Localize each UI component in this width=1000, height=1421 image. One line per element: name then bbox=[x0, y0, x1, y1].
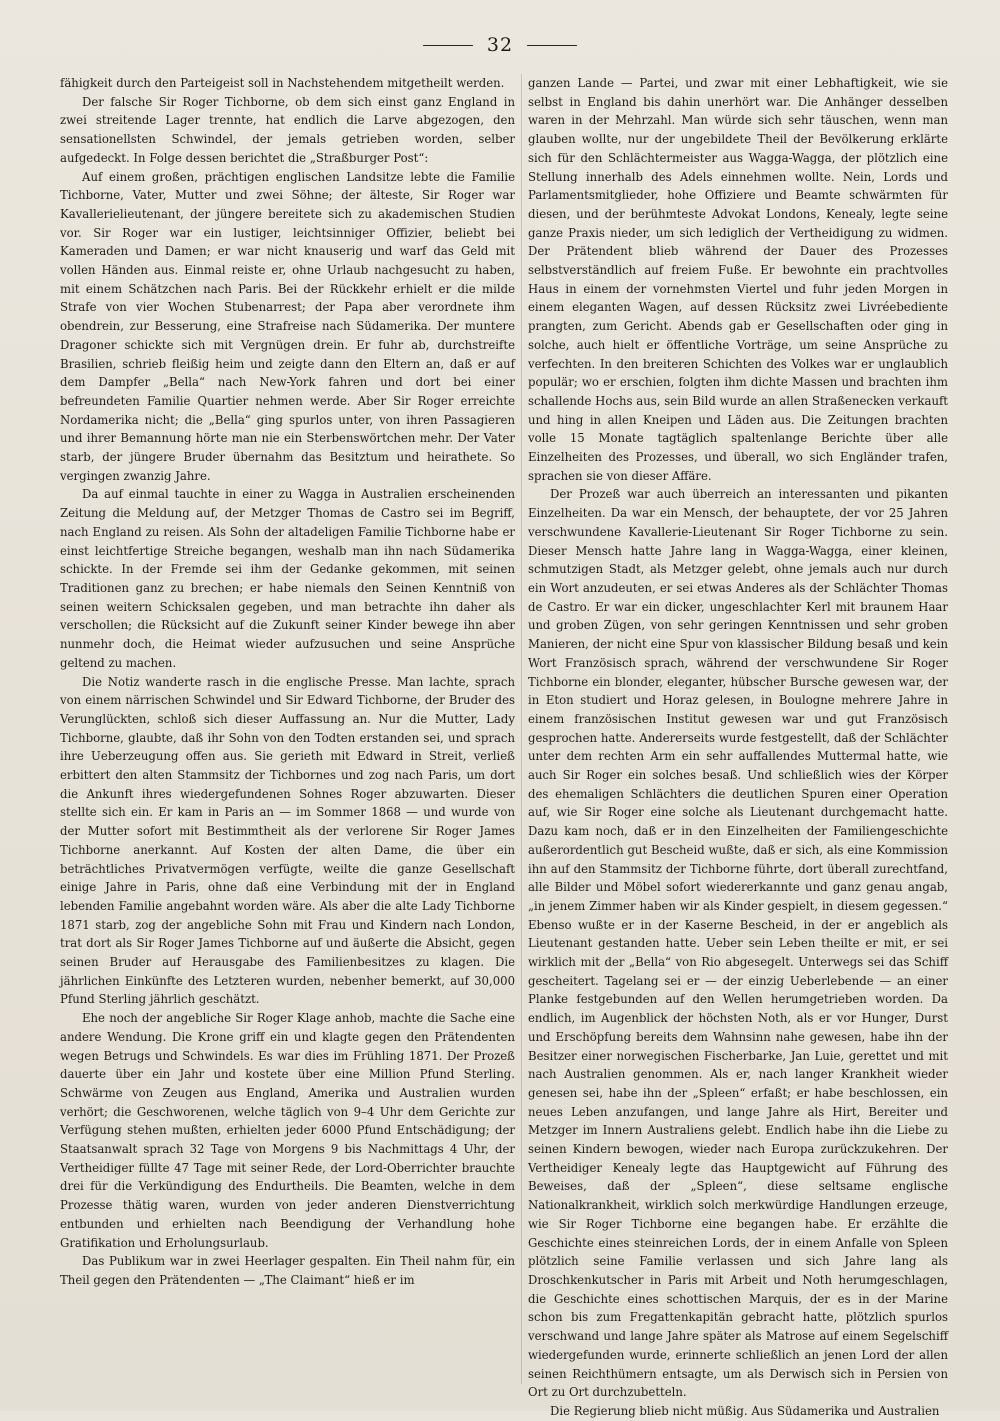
header-rule-right bbox=[527, 45, 577, 46]
paragraph: Die Notiz wanderte rasch in die englische Presse. Man lachte, sprach von einem närrischen Schwindel und Sir Edward Tichborne, der Bruder des Verunglückten, schloß sich dieser Auffassung an. Nur die Mutter, Lady Tichborne, glaubte, daß ihr Sohn von den Todten erstanden sei, und sprach ihre Ueberzeugung offen aus. Sie gerieth mit Edward in Streit, verließ erbittert den alten Stammsitz der Tichbornes und zog nach Paris, um dort die Ankunft ihres wiedergefundenen Sohnes Roger abzuwarten. Dieser stellte sich ein. Er kam in Paris an — im Sommer 1868 — und wurde von der Mutter sofort mit Bestimmtheit als der verlorene Sir Roger James Tichborne anerkannt. Auf Kosten der alten Dame, die über ein beträchtliches Privatvermögen verfügte, weilte die ganze Gesellschaft einige Jahre in Paris, ohne daß eine Verbindung mit der in England lebenden Familie angebahnt worden wäre. Als aber die alte Lady Tichborne 1871 starb, zog der angebliche Sohn mit Frau und Kindern nach London, trat dort als Sir Roger James Tichborne auf und äußerte die Absicht, gegen seinen Bruder auf Herausgabe des Familienbesitzes zu klagen. Die jährlichen Einkünfte des Letzteren wurden, nebenher bemerkt, auf 30,000 Pfund Sterling jährlich geschätzt. bbox=[60, 674, 515, 1007]
paragraph: ganzen Lande — Partei, und zwar mit einer Lebhaftigkeit, wie sie selbst in England bis dahin unerhört war. Die Anhänger desselben waren in der Mehrzahl. Man würde sich sehr täuschen, wenn man glauben wollte, nur der ungebildete Theil der Bevölkerung erklärte sich für den Schlächtermeister aus Wagga-Wagga, der plötzlich eine Stellung innerhalb des Adels einnehmen wollte. Nein, Lords und Parlamentsmitglieder, hohe Offiziere und Beamte schwärmten für diesen, und der berühmteste Advokat Londons, Kenealy, legte seine ganze Praxis nieder, um sich lediglich der Vertheidigung zu widmen. Der Prätendent blieb während der Dauer des Prozesses selbstverständlich auf freiem Fuße. Er bewohnte ein prachtvolles Haus in einem der vornehmsten Viertel und fuhr jeden Morgen in einem eleganten Wagen, auf dessen Rücksitz zwei Livréebediente prangten, zum Gericht. Abends gab er Gesellschaften oder ging in solche, auch hielt er öffentliche Vorträge, um seine Ansprüche zu verfechten. In den breiteren Schichten des Volkes war er unglaublich populär; wo er erschien, folgten ihm dichte Massen und brachten ihm schallende Hochs aus, sein Bild wurde an allen Straßenecken verkauft und hing in allen Kneipen und Läden aus. Die Zeitungen brachten volle 15 Monate tagtäglich spaltenlange Berichte über alle Einzelheiten des Prozesses, und überall, wo sich Engländer trafen, sprachen sie von dieser Affäre. bbox=[528, 76, 948, 483]
paragraph: Der falsche Sir Roger Tichborne, ob dem sich einst ganz England in zwei streitende Lager trennte, hat endlich die Larve abgezogen, den sensationellsten Schwindel, der jemals getrieben worden, selber aufgedeckt. In Folge dessen berichtet die „Straßburger Post“: bbox=[60, 94, 515, 165]
column-divider bbox=[521, 74, 522, 1384]
paragraph: fähigkeit durch den Parteigeist soll in Nachstehendem mitgetheilt werden. bbox=[60, 76, 505, 90]
left-column bbox=[60, 74, 515, 1393]
paragraph: Ehe noch der angebliche Sir Roger Klage anhob, machte die Sache eine andere Wendung. Die Krone griff ein und klagte gegen den Prätendenten wegen Betrugs und Schwindels. Es war dies im Frühling 1871. Der Prozeß dauerte über ein Jahr und kostete über eine Million Pfund Sterling. Schwärme von Zeugen aus England, Amerika und Australien wurden verhört; die Geschworenen, welche täglich von 9–4 Uhr dem Gerichte zur Verfügung stehen mußten, erhielten jeder 6000 Pfund Entschädigung; der Staatsanwalt sprach 32 Tage von Morgens 9 bis Nachmittags 4 Uhr, der Vertheidiger füllte 47 Tage mit seiner Rede, der Lord-Oberrichter brauchte drei für die Verkündigung des Endurtheils. Die Beamten, welche in dem Prozesse thätig waren, wurden von jeder anderen Dienstverrichtung entbunden und erhielten nach Beendigung der Verhandlung hohe Gratifikation und Erholungsurlaub. bbox=[60, 1011, 515, 1250]
header-rule-left bbox=[423, 45, 473, 46]
paragraph: Auf einem großen, prächtigen englischen Landsitze lebte die Familie Tichborne, Vater, Mutter und zwei Söhne; der älteste, Sir Roger war Kavallerielieutenant, der jüngere bereitete sich zu akademischen Studien vor. Sir Roger war ein lustiger, leichtsinniger Offizier, beliebt bei Kameraden und Damen; er war nicht knauserig und warf das Geld mit vollen Händen aus. Einmal reiste er, ohne Urlaub nachgesucht zu haben, mit einem Schätzchen nach Paris. Bei der Rückkehr erhielt er die milde Strafe von vier Wochen Stubenarrest; der Papa aber verordnete ihm obendrein, zur Besserung, eine Strafreise nach Südamerika. Der muntere Dragoner schickte sich mit Vergnügen drein. Er fuhr ab, durchstreifte Brasilien, schrieb fleißig heim und zeigte dann den Eltern an, daß er auf dem Dampfer „Bella“ nach New-York fahren und dort bei einer befreundeten Familie Quartier nehmen werde. Aber Sir Roger erreichte Nordamerika nicht; die „Bella“ ging spurlos unter, von ihren Passagieren und ihrer Bemannung hörte man nie ein Sterbenswörtchen mehr. Der Vater starb, der jüngere Bruder übernahm das Besitztum und heirathete. So vergingen zwanzig Jahre. bbox=[60, 169, 515, 483]
page-number: 32 bbox=[486, 34, 514, 56]
right-column bbox=[528, 74, 948, 1418]
paragraph: Das Publikum war in zwei Heerlager gespalten. Ein Theil nahm für, ein Theil gegen den Prätendenten — „The Claimant“ hieß er im bbox=[60, 1254, 515, 1287]
paragraph: Die Regierung blieb nicht müßig. Aus Südamerika und Australien bbox=[550, 1403, 940, 1418]
paragraph: Da auf einmal tauchte in einer zu Wagga in Australien erscheinenden Zeitung die Meldung auf, der Metzger Thomas de Castro sei im Begriff, nach England zu reisen. Als Sohn der altadeligen Familie Tichborne habe er einst leichtfertige Streiche begangen, weshalb man ihn nach Südamerika schickte. In der Fremde sei ihm der Gedanke gekommen, mit seinen Traditionen ganz zu brechen; er habe niemals den Seinen Kenntniß von seinen weitern Schicksalen gegeben, und man betrachte ihn daher als verschollen; die Rücksicht auf die Zukunft seiner Kinder bewege ihn aber nunmehr doch, die Heimat wieder aufzusuchen und seine Ansprüche geltend zu machen. bbox=[60, 487, 515, 670]
page-header bbox=[0, 30, 1000, 60]
paragraph: Der Prozeß war auch überreich an interessanten und pikanten Einzelheiten. Da war ein Mensch, der behauptete, der vor 25 Jahren verschwundene Kavallerie-Lieutenant Sir Roger Tichborne zu sein. Dieser Mensch hatte Jahre lang in Wagga-Wagga, einer kleinen, schmutzigen Stadt, als Metzger gelebt, ohne jemals auch nur durch ein Wort anzudeuten, er sei etwas Anderes als der Schlächter Thomas de Castro. Er war ein dicker, ungeschlachter Kerl mit braunem Haar und groben Zügen, von sehr geringen Kenntnissen und sehr groben Manieren, der nicht eine Spur von klassischer Bildung besaß und kein Wort Französisch sprach, während der verschwundene Sir Roger Tichborne ein blonder, eleganter, hübscher Bursche gewesen war, der in Eton studiert und Horaz gelesen, in Boulogne mehrere Jahre in einem französischen Institut gewesen war und gut Französisch gesprochen hatte. Andererseits wurde festgestellt, daß der Schlächter unter dem rechten Arm ein sehr auffallendes Muttermal hatte, wie auch Sir Roger ein solches besaß. Und schließlich wies der Körper des ehemaligen Schlächters die deutlichen Spuren einer Operation auf, wie Sir Roger eine solche als Lieutenant durchgemacht hatte. Dazu kam noch, daß er in den Einzelheiten der Familiengeschichte außerordentlich gut Bescheid wußte, daß er sich, als eine Kommission ihn auf den Stammsitz der Tichborne führte, dort überall zurechtfand, alle Bilder und Möbel sofort wiedererkannte und ganz genau angab, „in jenem Zimmer haben wir als Kinder gespielt, in diesem gegessen.“ Ebenso wußte er in der Kaserne Bescheid, in der er angeblich als Lieutenant gestanden hatte. Ueber sein Leben theilte er mit, er sei wirklich mit der „Bella“ von Rio abgesegelt. Unterwegs sei das Schiff gescheitert. Tagelang sei er — der einzig Ueberlebende — an einer Planke festgebunden auf den Wellen herumgetrieben worden. Da endlich, im Augenblick der höchsten Noth, als er vor Hunger, Durst und Erschöpfung bereits dem Wahnsinn nahe gewesen, habe ihn der Besitzer einer norwegischen Fischerbarke, Jan Luie, gerettet und mit nach Australien genommen. Als er, nach langer Krankheit wieder genesen sei, habe ihn der „Spleen“ erfaßt; er habe beschlossen, ein neues Leben anzufangen, und lange Jahre als Hirt, Bereiter und Metzger im Innern Australiens gelebt. Endlich habe ihn die Liebe zu seinen Kindern bewogen, wieder nach Europa zurückzukehren. Der Vertheidiger Kenealy legte das Hauptgewicht auf Führung des Beweises, daß der „Spleen“, diese seltsame englische Nationalkrankheit, wirklich solch merkwürdige Handlungen erzeuge, wie Sir Roger Tichborne eine begangen habe. Er erzählte die Geschichte eines steinreichen Lords, der in einem Anfalle von Spleen plötzlich seine Familie verlassen und sich Jahre lang als Droschkenkutscher in Paris mit Arbeit und Noth herumgeschlagen, die Geschichte eines schottischen Marquis, der es in der Marine schon bis zum Fregattenkapitän gebracht hatte, plötzlich spurlos verschwand und lange Jahre später als Matrose auf einem Segelschiff wiedergefunden wurde, erinnerte schließlich an jenen Lord der allen seinen Reichthümern entsagte, um als Derwisch sich in Persien von Ort zu Ort durchzubetteln. bbox=[528, 487, 948, 1400]
